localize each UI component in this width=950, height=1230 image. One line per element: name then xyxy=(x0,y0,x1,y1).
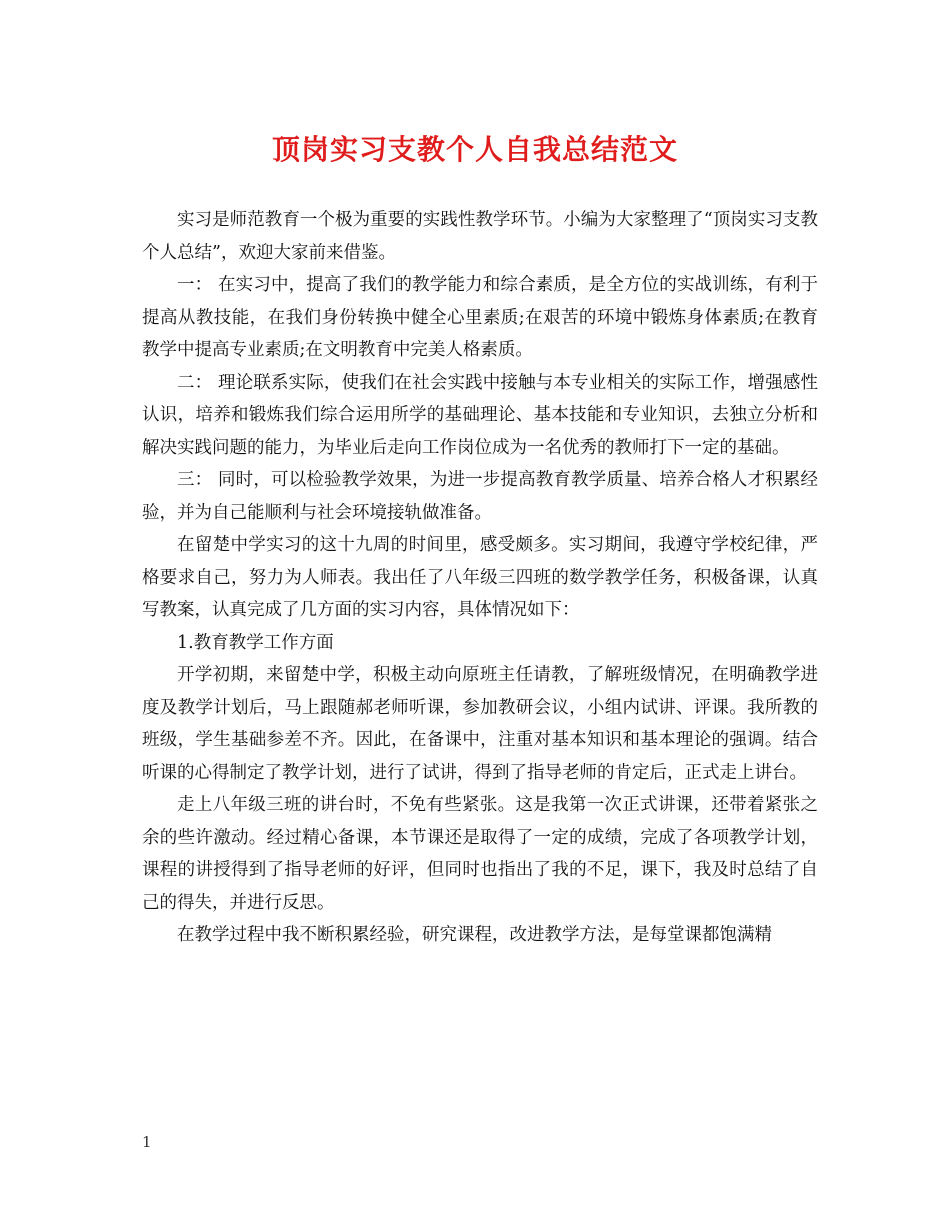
paragraph: 在留楚中学实习的这十九周的时间里，感受颇多。实习期间，我遵守学校纪律，严格要求自己，努力为人师表。我出任了八年级三四班的数学教学任务，积极备课，认真写教案，认真完成了几方面的实习内容，具体情况如下： xyxy=(142,535,818,620)
paragraph: 三： 同时，可以检验教学效果，为进一步提高教育教学质量、培养合格人才积累经验，并为自己能顺利与社会环境接轨做准备。 xyxy=(142,470,818,523)
section-heading: 1.教育教学工作方面 xyxy=(177,632,334,653)
page-number: 1 xyxy=(142,1133,152,1151)
paragraph: 二： 理论联系实际，使我们在社会实践中接触与本专业相关的实际工作，增强感性认识，培养和锻炼我们综合运用所学的基础理论、基本技能和专业知识，去独立分析和解决实践问题的能力，为毕业后走向工作岗位成为一名优秀的教师打下一定的基础。 xyxy=(142,372,818,458)
paragraph: 走上八年级三班的讲台时，不免有些紧张。这是我第一次正式讲课，还带着紧张之余的些许激动。经过精心备课，本节课还是取得了一定的成绩，完成了各项教学计划，课程的讲授得到了指导老师的好评，但同时也指出了我的不足，课下，我及时总结了自己的得失，并进行反思。 xyxy=(142,795,818,913)
paragraph: 一： 在实习中，提高了我们的教学能力和综合素质，是全方位的实战训练，有利于提高从教技能，在我们身份转换中健全心里素质;在艰苦的环境中锻炼身体素质;在教育教学中提高专业素质;在文明教育中完美人格素质。 xyxy=(142,275,818,360)
paragraph: 在教学过程中我不断积累经验，研究课程，改进教学方法，是每堂课都饱满精 xyxy=(177,925,772,945)
document-body xyxy=(142,204,818,952)
paragraph: 实习是师范教育一个极为重要的实践性教学环节。小编为大家整理了“顶岗实习支教个人总结”，欢迎大家前来借鉴。 xyxy=(142,210,818,263)
paragraph: 开学初期，来留楚中学，积极主动向原班主任请教，了解班级情况，在明确教学进度及教学计划后，马上跟随郝老师听课，参加教研会议，小组内试讲、评课。我所教的班级，学生基础参差不齐。因此，在备课中，注重对基本知识和基本理论的强调。结合听课的心得制定了教学计划，进行了试讲，得到了指导老师的肯定后，正式走上讲台。 xyxy=(142,665,818,783)
document-title: 顶岗实习支教个人自我总结范文 xyxy=(271,133,678,166)
